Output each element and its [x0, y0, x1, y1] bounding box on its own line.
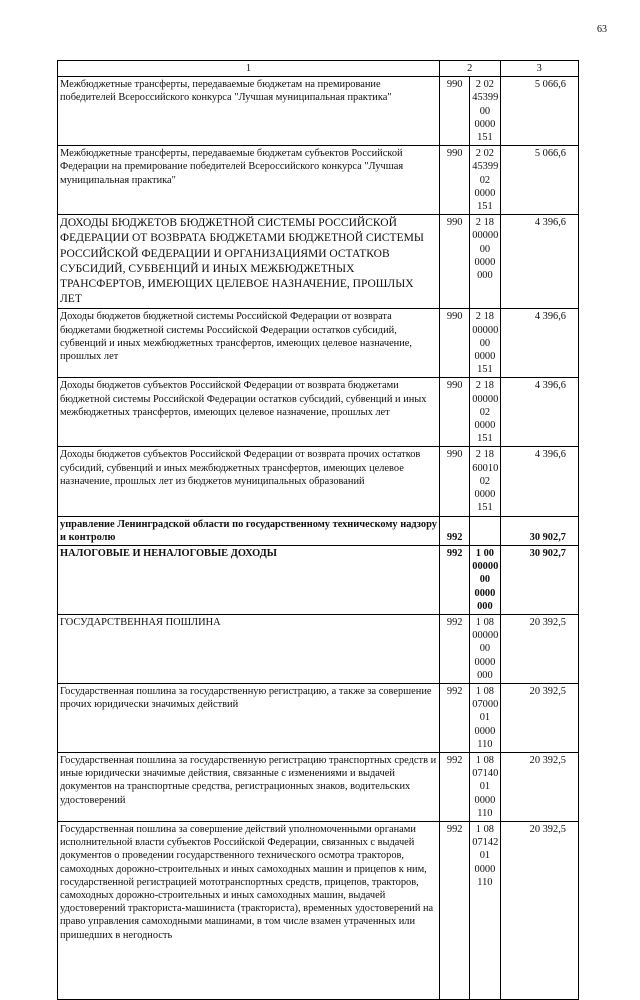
row-admin-code: 990: [440, 378, 470, 447]
table-row: [58, 309, 579, 378]
row-name: Государственная пошлина за государственную регистрацию, а также за совершение прочих юридически значимых действий: [58, 683, 440, 752]
row-name: Межбюджетные трансферты, передаваемые бюджетам на премирование победителей Всероссийского конкурса "Лучшая муниципальная практика": [58, 77, 440, 146]
row-amount: 4 396,6: [500, 309, 579, 378]
row-budget-code: 1 08 07140 01 0000 110: [470, 752, 500, 821]
row-amount: 20 392,5: [500, 614, 579, 683]
row-name: Доходы бюджетов субъектов Российской Федерации от возврата прочих остатков субсидий, субвенций и иных межбюджетных трансфертов, имеющих целевое назначение, прошлых лет из бюджетов муниципальных образований: [58, 447, 440, 516]
table-row: [58, 146, 579, 215]
row-amount: 20 392,5: [500, 683, 579, 752]
row-budget-code: [470, 516, 500, 545]
row-admin-code: 992: [440, 516, 470, 545]
row-name: ДОХОДЫ БЮДЖЕТОВ БЮДЖЕТНОЙ СИСТЕМЫ РОССИЙСКОЙ ФЕДЕРАЦИИ ОТ ВОЗВРАТА БЮДЖЕТАМИ БЮДЖЕТНОЙ СИСТЕМЫ РОССИЙСКОЙ ФЕДЕРАЦИИ И ОРГАНИЗАЦИЯМИ ОСТАТКОВ СУБСИДИЙ, СУБВЕНЦИЙ И ИНЫХ МЕЖБЮДЖЕТНЫХ ТРАНСФЕРТОВ, ИМЕЮЩИХ ЦЕЛЕВОЕ НАЗНАЧЕНИЕ, ПРОШЛЫХ ЛЕТ: [58, 215, 440, 309]
header-col-3: 3: [500, 61, 579, 77]
page-number: 63: [597, 24, 607, 35]
row-admin-code: 992: [440, 821, 470, 999]
row-budget-code: 2 18 00000 02 0000 151: [470, 378, 500, 447]
row-admin-code: 990: [440, 447, 470, 516]
row-name: Доходы бюджетов бюджетной системы Российской Федерации от возврата бюджетами бюджетной системы Российской Федерации остатков субсидий, субвенций и иных межбюджетных трансфертов, имеющих целевое назначение, прошлых лет: [58, 309, 440, 378]
row-name: Государственная пошлина за совершение действий уполномоченными органами исполнительной власти субъектов Российской Федерации, связанных с выдачей документов о проведении государственного технического осмотра тракторов, самоходных дорожно-строительных и иных самоходных машин и прицепов к ним, государственной регистрацией мототранспортных средств, прицепов, тракторов, самоходных дорожно-строительных и иных самоходных машин, выдачей удостоверений тракториста-машиниста (тракториста), временных удостоверений на право управления самоходными машинами, в том числе взамен утраченных или пришедших в негодность: [58, 821, 440, 999]
table-row: [58, 614, 579, 683]
row-amount: 5 066,6: [500, 146, 579, 215]
row-budget-code: 1 08 07142 01 0000 110: [470, 821, 500, 999]
row-amount: 5 066,6: [500, 77, 579, 146]
row-budget-code: 2 02 45399 02 0000 151: [470, 146, 500, 215]
row-budget-code: 2 02 45399 00 0000 151: [470, 77, 500, 146]
row-name: Государственная пошлина за государственную регистрацию транспортных средств и иные юридически значимые действия, связанные с изменениями и выдачей документов на транспортные средства, регистрационных знаков, водительских удостоверений: [58, 752, 440, 821]
table-row: [58, 821, 579, 999]
row-amount: 20 392,5: [500, 821, 579, 999]
table-row: [58, 77, 579, 146]
row-amount: 4 396,6: [500, 378, 579, 447]
row-amount: 30 902,7: [500, 545, 579, 614]
table-row: [58, 447, 579, 516]
row-budget-code: 1 08 07000 01 0000 110: [470, 683, 500, 752]
table-row: [58, 545, 579, 614]
row-budget-code: 1 08 00000 00 0000 000: [470, 614, 500, 683]
table-row: [58, 683, 579, 752]
row-amount: 4 396,6: [500, 215, 579, 309]
row-budget-code: 2 18 60010 02 0000 151: [470, 447, 500, 516]
table-row: [58, 378, 579, 447]
row-amount: 30 902,7: [500, 516, 579, 545]
row-budget-code: 2 18 00000 00 0000 000: [470, 215, 500, 309]
row-name: ГОСУДАРСТВЕННАЯ ПОШЛИНА: [58, 614, 440, 683]
row-budget-code: 1 00 00000 00 0000 000: [470, 545, 500, 614]
row-admin-code: 990: [440, 77, 470, 146]
row-name: Доходы бюджетов субъектов Российской Федерации от возврата бюджетами бюджетной системы Российской Федерации остатков субсидий, субвенций и иных межбюджетных трансфертов, имеющих целевое назначение, прошлых лет: [58, 378, 440, 447]
row-admin-code: 990: [440, 146, 470, 215]
row-name: Межбюджетные трансферты, передаваемые бюджетам субъектов Российской Федерации на премирование победителей Всероссийского конкурса "Лучшая муниципальная практика": [58, 146, 440, 215]
row-admin-code: 990: [440, 215, 470, 309]
row-admin-code: 992: [440, 752, 470, 821]
row-name: управление Ленинградской области по государственному техническому надзору и контролю: [58, 516, 440, 545]
header-col-1: 1: [58, 61, 440, 77]
row-admin-code: 990: [440, 309, 470, 378]
table-header-row: [58, 61, 579, 77]
row-amount: 20 392,5: [500, 752, 579, 821]
header-col-2: 2: [440, 61, 500, 77]
table-row: [58, 752, 579, 821]
row-admin-code: 992: [440, 545, 470, 614]
row-budget-code: 2 18 00000 00 0000 151: [470, 309, 500, 378]
row-admin-code: 992: [440, 683, 470, 752]
row-name: НАЛОГОВЫЕ И НЕНАЛОГОВЫЕ ДОХОДЫ: [58, 545, 440, 614]
budget-income-table: [57, 60, 579, 1000]
table-row: [58, 516, 579, 545]
row-amount: 4 396,6: [500, 447, 579, 516]
table-row: [58, 215, 579, 309]
row-admin-code: 992: [440, 614, 470, 683]
